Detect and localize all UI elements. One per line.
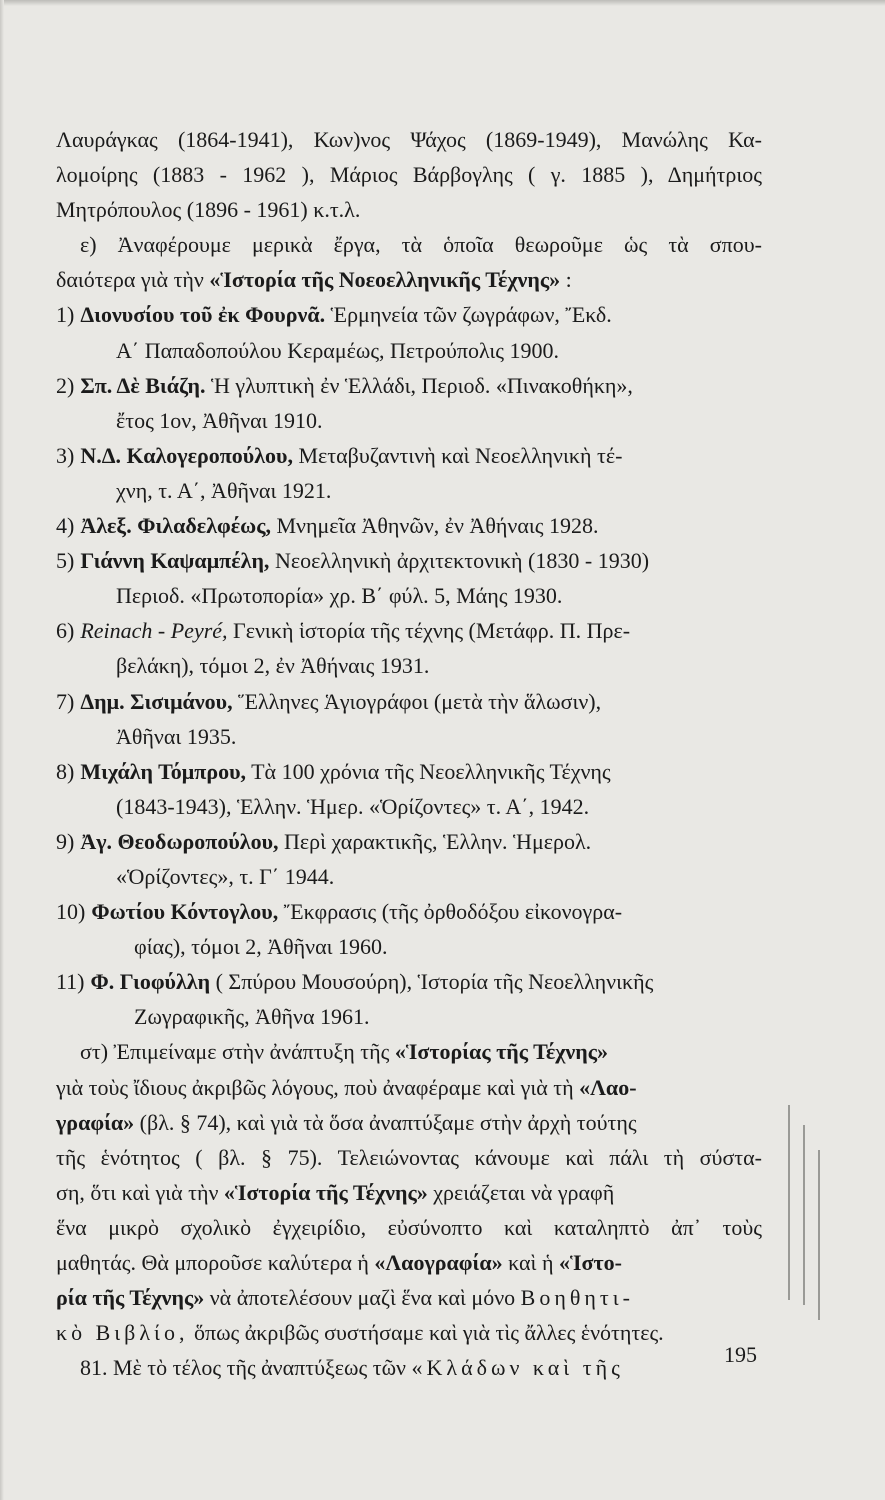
entry-author: Σπ. Δὲ Βιάζη.: [80, 372, 206, 398]
text: «Ὁρίζοντες», τ. Γ΄ 1944.: [116, 863, 335, 889]
text: Περιοδ. «Πρωτοπορία» χρ. Β΄ φύλ. 5, Μάης 1930.: [116, 583, 563, 609]
entry-number: 4): [56, 513, 75, 539]
emphasis-title: «Ἱστορίας τῆς Τέχνης»: [394, 1039, 608, 1065]
entry-number: 3): [56, 442, 75, 468]
emphasis-title: «Λαογραφία»: [374, 1250, 503, 1275]
page-text: [56, 122, 762, 1385]
text-line: [56, 1175, 762, 1210]
text-line: [56, 157, 762, 192]
entry-title: Μεταβυζαντινὴ καὶ Νεοελληνικὴ τέ-: [292, 442, 623, 468]
emphasis-title: γραφία»: [56, 1109, 135, 1135]
text-line: [56, 1245, 762, 1280]
text: δαιότερα γιὰ τὴν: [56, 267, 210, 293]
bibliography-entry: [56, 438, 762, 473]
entry-title: Ἡ γλυπτικὴ ἐν Ἑλλάδι, Περιοδ. «Πινακοθήκη»,: [205, 372, 633, 398]
bibliography-entry: [56, 684, 762, 719]
entry-author: Δημ. Σισιμάνου,: [80, 688, 233, 714]
text: Μητρόπουλος (1896 - 1961) κ.τ.λ.: [56, 197, 361, 223]
text-line: [56, 262, 762, 297]
text: 81. Μὲ τὸ τέλος τῆς ἀναπτύξεως τῶν: [80, 1355, 412, 1381]
text: Α΄ Παπαδοπούλου Κεραμέως, Πετρούπολις 1900.: [116, 337, 560, 363]
text-line: [56, 1280, 762, 1315]
bibliography-entry: [56, 754, 762, 789]
text-line: [56, 192, 762, 227]
text-line: [56, 473, 762, 508]
margin-mark: [788, 1105, 790, 1300]
entry-author: Φ. Γιοφύλλη: [90, 969, 211, 995]
spaced-text: «Κλάδων καὶ τῆς: [411, 1355, 624, 1381]
bibliography-entry: [56, 368, 762, 403]
entry-title: Ἕλληνες Ἁγιογράφοι (μετὰ τὴν ἅλωσιν),: [232, 688, 602, 714]
bibliography-entry: [56, 543, 762, 578]
entry-number: 9): [56, 828, 75, 854]
entry-number: 1): [56, 302, 75, 328]
entry-number: 7): [56, 688, 75, 714]
text-line: [56, 578, 762, 613]
text: Λαυράγκας (1864-1941), Κων)νος Ψάχος (1869-1949), Μανώλης Κα-: [56, 127, 762, 152]
emphasis-title: «Λαο-: [579, 1074, 637, 1100]
entry-number: 10): [56, 899, 86, 925]
text-line: [56, 929, 762, 964]
entry-author: Ν.Δ. Καλογεροπούλου,: [80, 442, 293, 468]
text-line: [56, 1034, 762, 1069]
text: βελάκη), τόμοι 2, ἐν Ἀθήναις 1931.: [116, 653, 430, 679]
spaced-text: Βοηθητι-: [520, 1285, 634, 1311]
bibliography-entry: [56, 894, 762, 929]
entry-title: Τὰ 100 χρόνια τῆς Νεοελληνικῆς Τέχνης: [246, 758, 611, 784]
entry-number: 5): [56, 548, 75, 574]
entry-title: Ἑρμηνεία τῶν ζωγράφων, Ἔκδ.: [325, 302, 612, 328]
bibliography-entry: [56, 297, 762, 332]
entry-author: Reinach - Peyré,: [80, 618, 228, 644]
page-number: 195: [724, 1342, 757, 1367]
text: καὶ ἡ: [502, 1250, 559, 1275]
text: (1843-1943), Ἑλλην. Ἡμερ. «Ὁρίζοντες» τ. Α΄, 1942.: [116, 793, 590, 819]
text: γιὰ τοὺς ἴδιους ἀκριβῶς λόγους, ποὺ ἀναφέραμε καὶ γιὰ τὴ: [56, 1074, 580, 1100]
entry-author: Διονυσίου τοῦ ἐκ Φουρνᾶ.: [80, 302, 326, 328]
entry-title: Νεοελληνικὴ ἀρχιτεκτονικὴ (1830 - 1930): [269, 548, 650, 574]
text: Ζωγραφικῆς, Ἀθῆνα 1961.: [134, 1004, 370, 1030]
text-line: [56, 1210, 762, 1245]
text: ση, ὅτι καὶ γιὰ τὴν: [56, 1179, 224, 1205]
text-line: [56, 1140, 762, 1175]
bibliography-entry: [56, 613, 762, 648]
entry-author: Φωτίου Κόντογλου,: [91, 899, 279, 925]
scan-edge-top: [0, 0, 885, 6]
bibliography-entry: [56, 964, 762, 999]
entry-title: Γενικὴ ἱστορία τῆς τέχνης (Μετάφρ. Π. Πρε-: [227, 618, 631, 644]
entry-title: Περὶ χαρακτικῆς, Ἑλλην. Ἡμερολ.: [278, 828, 592, 854]
emphasis-title: «Ἱστο-: [558, 1250, 622, 1275]
entry-title: Ἔκφρασις (τῆς ὀρθοδόξου εἰκονογρα-: [278, 899, 623, 925]
text: ὅπως ἀκριβῶς συστήσαμε καὶ γιὰ τὶς ἄλλες ἑνότητες.: [188, 1320, 664, 1346]
entry-title: Μνημεῖα Ἀθηνῶν, ἐν Ἀθήναις 1928.: [271, 513, 599, 539]
text: τῆς ἑνότητος ( βλ. § 75). Τελειώνοντας κάνουμε καὶ πάλι τὴ σύστα-: [56, 1144, 762, 1170]
entry-number: 11): [56, 969, 85, 995]
text: φίας), τόμοι 2, Ἀθῆναι 1960.: [134, 934, 388, 960]
emphasis-title: «Ἱστορία τῆς Νοεοελληνικῆς Τέχνης»: [209, 267, 561, 293]
text-line: [56, 789, 762, 824]
text: Ἀθῆναι 1935.: [116, 723, 237, 749]
entry-title: ( Σπύρου Μουσούρη), Ἱστορία τῆς Νεοελληνικῆς: [210, 969, 654, 995]
entry-number: 2): [56, 372, 75, 398]
emphasis-title: «Ἱστορία τῆς Τέχνης»: [223, 1179, 428, 1205]
text: μαθητάς. Θὰ μποροῦσε καλύτερα ἡ: [56, 1250, 375, 1275]
entry-author: Γιάννη Καψαμπέλη,: [80, 548, 270, 574]
entry-author: Ἀγ. Θεοδωροπούλου,: [80, 828, 279, 854]
text-line: [56, 1315, 762, 1350]
text: στ) Ἐπιμείναμε στὴν ἀνάπτυξη τῆς: [80, 1039, 395, 1065]
text-line: [56, 648, 762, 683]
text-line: [56, 1350, 762, 1385]
text: ἕνα μικρὸ σχολικὸ ἐγχειρίδιο, εὐσύνοπτο καὶ καταληπτὸ ἀπ᾿ τοὺς: [56, 1214, 762, 1240]
text-line: [56, 859, 762, 894]
margin-mark: [803, 1125, 805, 1305]
text: χρειάζεται νὰ γραφῆ: [427, 1179, 615, 1205]
entry-number: 8): [56, 758, 75, 784]
text-line: [56, 122, 762, 157]
text: νὰ ἀποτελέσουν μαζὶ ἕνα καὶ μόνο: [204, 1285, 521, 1311]
bibliography-entry: [56, 508, 762, 543]
text-line: [56, 999, 762, 1034]
text: ε) Ἀναφέρουμε μερικὰ ἔργα, τὰ ὁποῖα θεωροῦμε ὡς τὰ σπου-: [80, 232, 762, 258]
text: χνη, τ. Α΄, Ἀθῆναι 1921.: [116, 477, 332, 503]
text-line: [56, 333, 762, 368]
text: ἔτος 1ον, Ἀθῆναι 1910.: [116, 407, 323, 433]
entry-number: 6): [56, 618, 75, 644]
text-line: [56, 227, 762, 262]
text-line: [56, 1070, 762, 1105]
entry-author: Ἀλεξ. Φιλαδελφέως,: [80, 513, 271, 539]
text-line: [56, 719, 762, 754]
emphasis-title: ρία τῆς Τέχνης»: [56, 1285, 205, 1311]
scan-edge-left: [0, 0, 4, 1500]
entry-author: Μιχάλη Τόμπρου,: [80, 758, 247, 784]
spaced-text: κὸ Βιβλίο,: [56, 1320, 189, 1346]
bibliography-entry: [56, 824, 762, 859]
text: (βλ. § 74), καὶ γιὰ τὰ ὅσα ἀναπτύξαμε στὴν ἀρχὴ τούτης: [134, 1109, 637, 1135]
text: :: [560, 267, 572, 293]
text-line: [56, 403, 762, 438]
margin-mark: [818, 1150, 820, 1320]
text-line: [56, 1105, 762, 1140]
text: λομοίρης (1883 - 1962 ), Μάριος Βάρβογλης ( γ. 1885 ), Δημήτριος: [56, 162, 762, 188]
